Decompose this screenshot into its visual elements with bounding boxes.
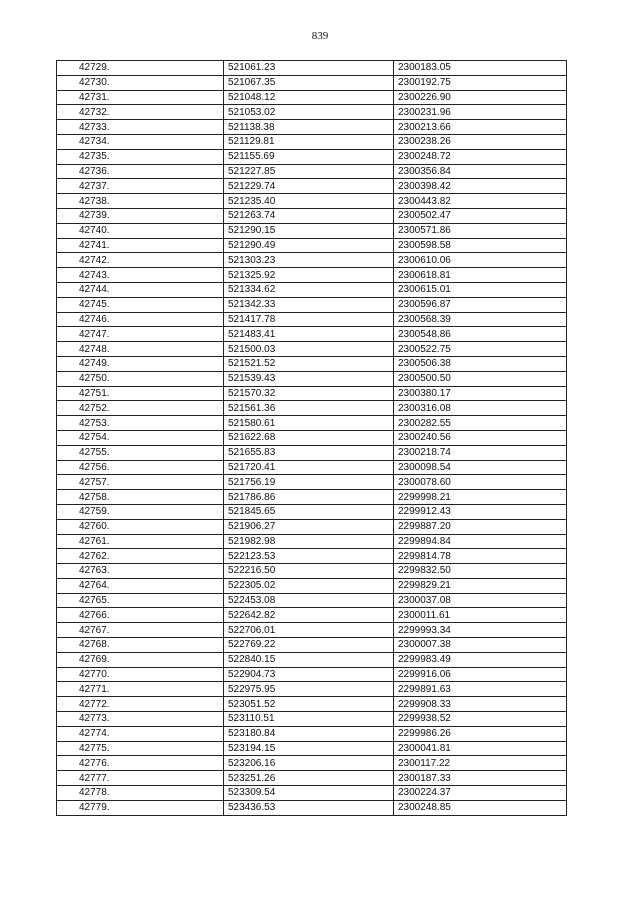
point-number-cell: 42743. [57,268,224,283]
point-number-cell: 42765. [57,593,224,608]
x-coordinate-cell: 521334.62 [224,282,394,297]
x-coordinate-cell: 521155.69 [224,149,394,164]
point-number-cell: 42736. [57,164,224,179]
x-coordinate-cell: 522706.01 [224,623,394,638]
point-number-cell: 42769. [57,652,224,667]
point-number-cell: 42729. [57,61,224,76]
point-number-cell: 42738. [57,194,224,209]
x-coordinate-cell: 521129.81 [224,134,394,149]
point-number-cell: 42731. [57,90,224,105]
y-coordinate-cell: 2299998.21 [394,490,567,505]
table-row [57,741,567,756]
y-coordinate-cell: 2299938.52 [394,712,567,727]
x-coordinate-cell: 521229.74 [224,179,394,194]
x-coordinate-cell: 521235.40 [224,194,394,209]
point-number-cell: 42771. [57,682,224,697]
y-coordinate-cell: 2300380.17 [394,386,567,401]
y-coordinate-cell: 2300248.85 [394,800,567,815]
x-coordinate-cell: 521521.52 [224,356,394,371]
x-coordinate-cell: 521720.41 [224,460,394,475]
y-coordinate-cell: 2299887.20 [394,519,567,534]
point-number-cell: 42735. [57,149,224,164]
x-coordinate-cell: 523251.26 [224,771,394,786]
point-number-cell: 42779. [57,800,224,815]
x-coordinate-cell: 523206.16 [224,756,394,771]
y-coordinate-cell: 2300522.75 [394,342,567,357]
point-number-cell: 42751. [57,386,224,401]
table-row [57,667,567,682]
table-row [57,105,567,120]
y-coordinate-cell: 2300226.90 [394,90,567,105]
point-number-cell: 42778. [57,786,224,801]
point-number-cell: 42755. [57,445,224,460]
point-number-cell: 42733. [57,120,224,135]
point-number-cell: 42742. [57,253,224,268]
table-row [57,519,567,534]
y-coordinate-cell: 2299829.21 [394,578,567,593]
y-coordinate-cell: 2299916.06 [394,667,567,682]
point-number-cell: 42754. [57,430,224,445]
point-number-cell: 42747. [57,327,224,342]
x-coordinate-cell: 521417.78 [224,312,394,327]
x-coordinate-cell: 522904.73 [224,667,394,682]
x-coordinate-cell: 521982.98 [224,534,394,549]
y-coordinate-cell: 2300500.50 [394,371,567,386]
y-coordinate-cell: 2299894.84 [394,534,567,549]
x-coordinate-cell: 521048.12 [224,90,394,105]
x-coordinate-cell: 523436.53 [224,800,394,815]
table-row [57,623,567,638]
x-coordinate-cell: 521561.36 [224,401,394,416]
x-coordinate-cell: 523194.15 [224,741,394,756]
y-coordinate-cell: 2299891.63 [394,682,567,697]
x-coordinate-cell: 521325.92 [224,268,394,283]
x-coordinate-cell: 522975.95 [224,682,394,697]
x-coordinate-cell: 521138.38 [224,120,394,135]
y-coordinate-cell: 2300037.08 [394,593,567,608]
point-number-cell: 42776. [57,756,224,771]
table-row [57,149,567,164]
point-number-cell: 42774. [57,726,224,741]
x-coordinate-cell: 522769.22 [224,638,394,653]
table-row [57,75,567,90]
x-coordinate-cell: 521539.43 [224,371,394,386]
table-row [57,534,567,549]
y-coordinate-cell: 2300007.38 [394,638,567,653]
y-coordinate-cell: 2300282.55 [394,416,567,431]
y-coordinate-cell: 2299993.34 [394,623,567,638]
point-number-cell: 42763. [57,564,224,579]
y-coordinate-cell: 2300098.54 [394,460,567,475]
table-row [57,638,567,653]
point-number-cell: 42761. [57,534,224,549]
table-row [57,356,567,371]
table-row [57,194,567,209]
x-coordinate-cell: 521342.33 [224,297,394,312]
point-number-cell: 42757. [57,475,224,490]
table-row [57,90,567,105]
point-number-cell: 42768. [57,638,224,653]
x-coordinate-cell: 521067.35 [224,75,394,90]
point-number-cell: 42777. [57,771,224,786]
y-coordinate-cell: 2300041.81 [394,741,567,756]
x-coordinate-cell: 521786.86 [224,490,394,505]
table-row [57,786,567,801]
x-coordinate-cell: 523051.52 [224,697,394,712]
y-coordinate-cell: 2300238.26 [394,134,567,149]
table-row [57,253,567,268]
point-number-cell: 42764. [57,578,224,593]
table-row [57,282,567,297]
table-row [57,712,567,727]
table-row [57,238,567,253]
x-coordinate-cell: 521845.65 [224,504,394,519]
table-row [57,61,567,76]
table-row [57,756,567,771]
point-number-cell: 42770. [57,667,224,682]
x-coordinate-cell: 523309.54 [224,786,394,801]
y-coordinate-cell: 2300316.08 [394,401,567,416]
table-row [57,223,567,238]
y-coordinate-cell: 2300224.37 [394,786,567,801]
point-number-cell: 42744. [57,282,224,297]
y-coordinate-cell: 2300598.58 [394,238,567,253]
table-row [57,268,567,283]
y-coordinate-cell: 2299908.33 [394,697,567,712]
y-coordinate-cell: 2300615.01 [394,282,567,297]
table-row [57,504,567,519]
x-coordinate-cell: 522453.08 [224,593,394,608]
point-number-cell: 42766. [57,608,224,623]
table-row [57,475,567,490]
table-row [57,549,567,564]
x-coordinate-cell: 522840.15 [224,652,394,667]
x-coordinate-cell: 523110.51 [224,712,394,727]
point-number-cell: 42749. [57,356,224,371]
y-coordinate-cell: 2300248.72 [394,149,567,164]
table-row [57,697,567,712]
table-row [57,416,567,431]
point-number-cell: 42772. [57,697,224,712]
y-coordinate-cell: 2300183.05 [394,61,567,76]
y-coordinate-cell: 2300596.87 [394,297,567,312]
point-number-cell: 42775. [57,741,224,756]
x-coordinate-cell: 521227.85 [224,164,394,179]
page-number: 839 [311,30,329,42]
table-row [57,490,567,505]
coordinates-table-body [57,61,567,816]
x-coordinate-cell: 522642.82 [224,608,394,623]
x-coordinate-cell: 521655.83 [224,445,394,460]
x-coordinate-cell: 521290.49 [224,238,394,253]
table-row [57,120,567,135]
y-coordinate-cell: 2300192.75 [394,75,567,90]
table-row [57,371,567,386]
y-coordinate-cell: 2300117.22 [394,756,567,771]
y-coordinate-cell: 2299986.26 [394,726,567,741]
y-coordinate-cell: 2300240.56 [394,430,567,445]
y-coordinate-cell: 2300571.86 [394,223,567,238]
point-number-cell: 42732. [57,105,224,120]
table-row [57,726,567,741]
y-coordinate-cell: 2299912.43 [394,504,567,519]
x-coordinate-cell: 522216.50 [224,564,394,579]
x-coordinate-cell: 521061.23 [224,61,394,76]
table-row [57,564,567,579]
point-number-cell: 42730. [57,75,224,90]
y-coordinate-cell: 2300213.66 [394,120,567,135]
table-row [57,179,567,194]
point-number-cell: 42753. [57,416,224,431]
y-coordinate-cell: 2300078.60 [394,475,567,490]
table-row [57,771,567,786]
x-coordinate-cell: 521053.02 [224,105,394,120]
point-number-cell: 42737. [57,179,224,194]
y-coordinate-cell: 2300502.47 [394,208,567,223]
y-coordinate-cell: 2300011.61 [394,608,567,623]
x-coordinate-cell: 521580.61 [224,416,394,431]
table-row [57,652,567,667]
coordinates-table [56,60,567,816]
table-row [57,164,567,179]
y-coordinate-cell: 2300618.81 [394,268,567,283]
table-row [57,593,567,608]
table-row [57,430,567,445]
y-coordinate-cell: 2300356.84 [394,164,567,179]
point-number-cell: 42760. [57,519,224,534]
table-row [57,134,567,149]
table-row [57,297,567,312]
x-coordinate-cell: 521756.19 [224,475,394,490]
x-coordinate-cell: 521570.32 [224,386,394,401]
x-coordinate-cell: 521906.27 [224,519,394,534]
x-coordinate-cell: 521483.41 [224,327,394,342]
x-coordinate-cell: 521500.03 [224,342,394,357]
table-row [57,445,567,460]
y-coordinate-cell: 2300398.42 [394,179,567,194]
x-coordinate-cell: 523180.84 [224,726,394,741]
table-row [57,578,567,593]
y-coordinate-cell: 2300218.74 [394,445,567,460]
y-coordinate-cell: 2300443.82 [394,194,567,209]
point-number-cell: 42741. [57,238,224,253]
point-number-cell: 42740. [57,223,224,238]
x-coordinate-cell: 522305.02 [224,578,394,593]
table-row [57,800,567,815]
x-coordinate-cell: 521290.15 [224,223,394,238]
y-coordinate-cell: 2299832.50 [394,564,567,579]
y-coordinate-cell: 2300610.06 [394,253,567,268]
x-coordinate-cell: 521263.74 [224,208,394,223]
table-row [57,386,567,401]
y-coordinate-cell: 2299983.49 [394,652,567,667]
y-coordinate-cell: 2299814.78 [394,549,567,564]
point-number-cell: 42758. [57,490,224,505]
x-coordinate-cell: 521622.68 [224,430,394,445]
point-number-cell: 42767. [57,623,224,638]
point-number-cell: 42759. [57,504,224,519]
point-number-cell: 42750. [57,371,224,386]
table-row [57,312,567,327]
point-number-cell: 42734. [57,134,224,149]
table-row [57,208,567,223]
point-number-cell: 42762. [57,549,224,564]
y-coordinate-cell: 2300187.33 [394,771,567,786]
y-coordinate-cell: 2300548.86 [394,327,567,342]
point-number-cell: 42746. [57,312,224,327]
point-number-cell: 42745. [57,297,224,312]
table-row [57,608,567,623]
y-coordinate-cell: 2300506.38 [394,356,567,371]
x-coordinate-cell: 522123.53 [224,549,394,564]
x-coordinate-cell: 521303.23 [224,253,394,268]
table-row [57,342,567,357]
y-coordinate-cell: 2300231.96 [394,105,567,120]
table-row [57,401,567,416]
point-number-cell: 42756. [57,460,224,475]
point-number-cell: 42752. [57,401,224,416]
table-row [57,460,567,475]
point-number-cell: 42748. [57,342,224,357]
point-number-cell: 42739. [57,208,224,223]
table-row [57,327,567,342]
table-row [57,682,567,697]
y-coordinate-cell: 2300568.39 [394,312,567,327]
point-number-cell: 42773. [57,712,224,727]
